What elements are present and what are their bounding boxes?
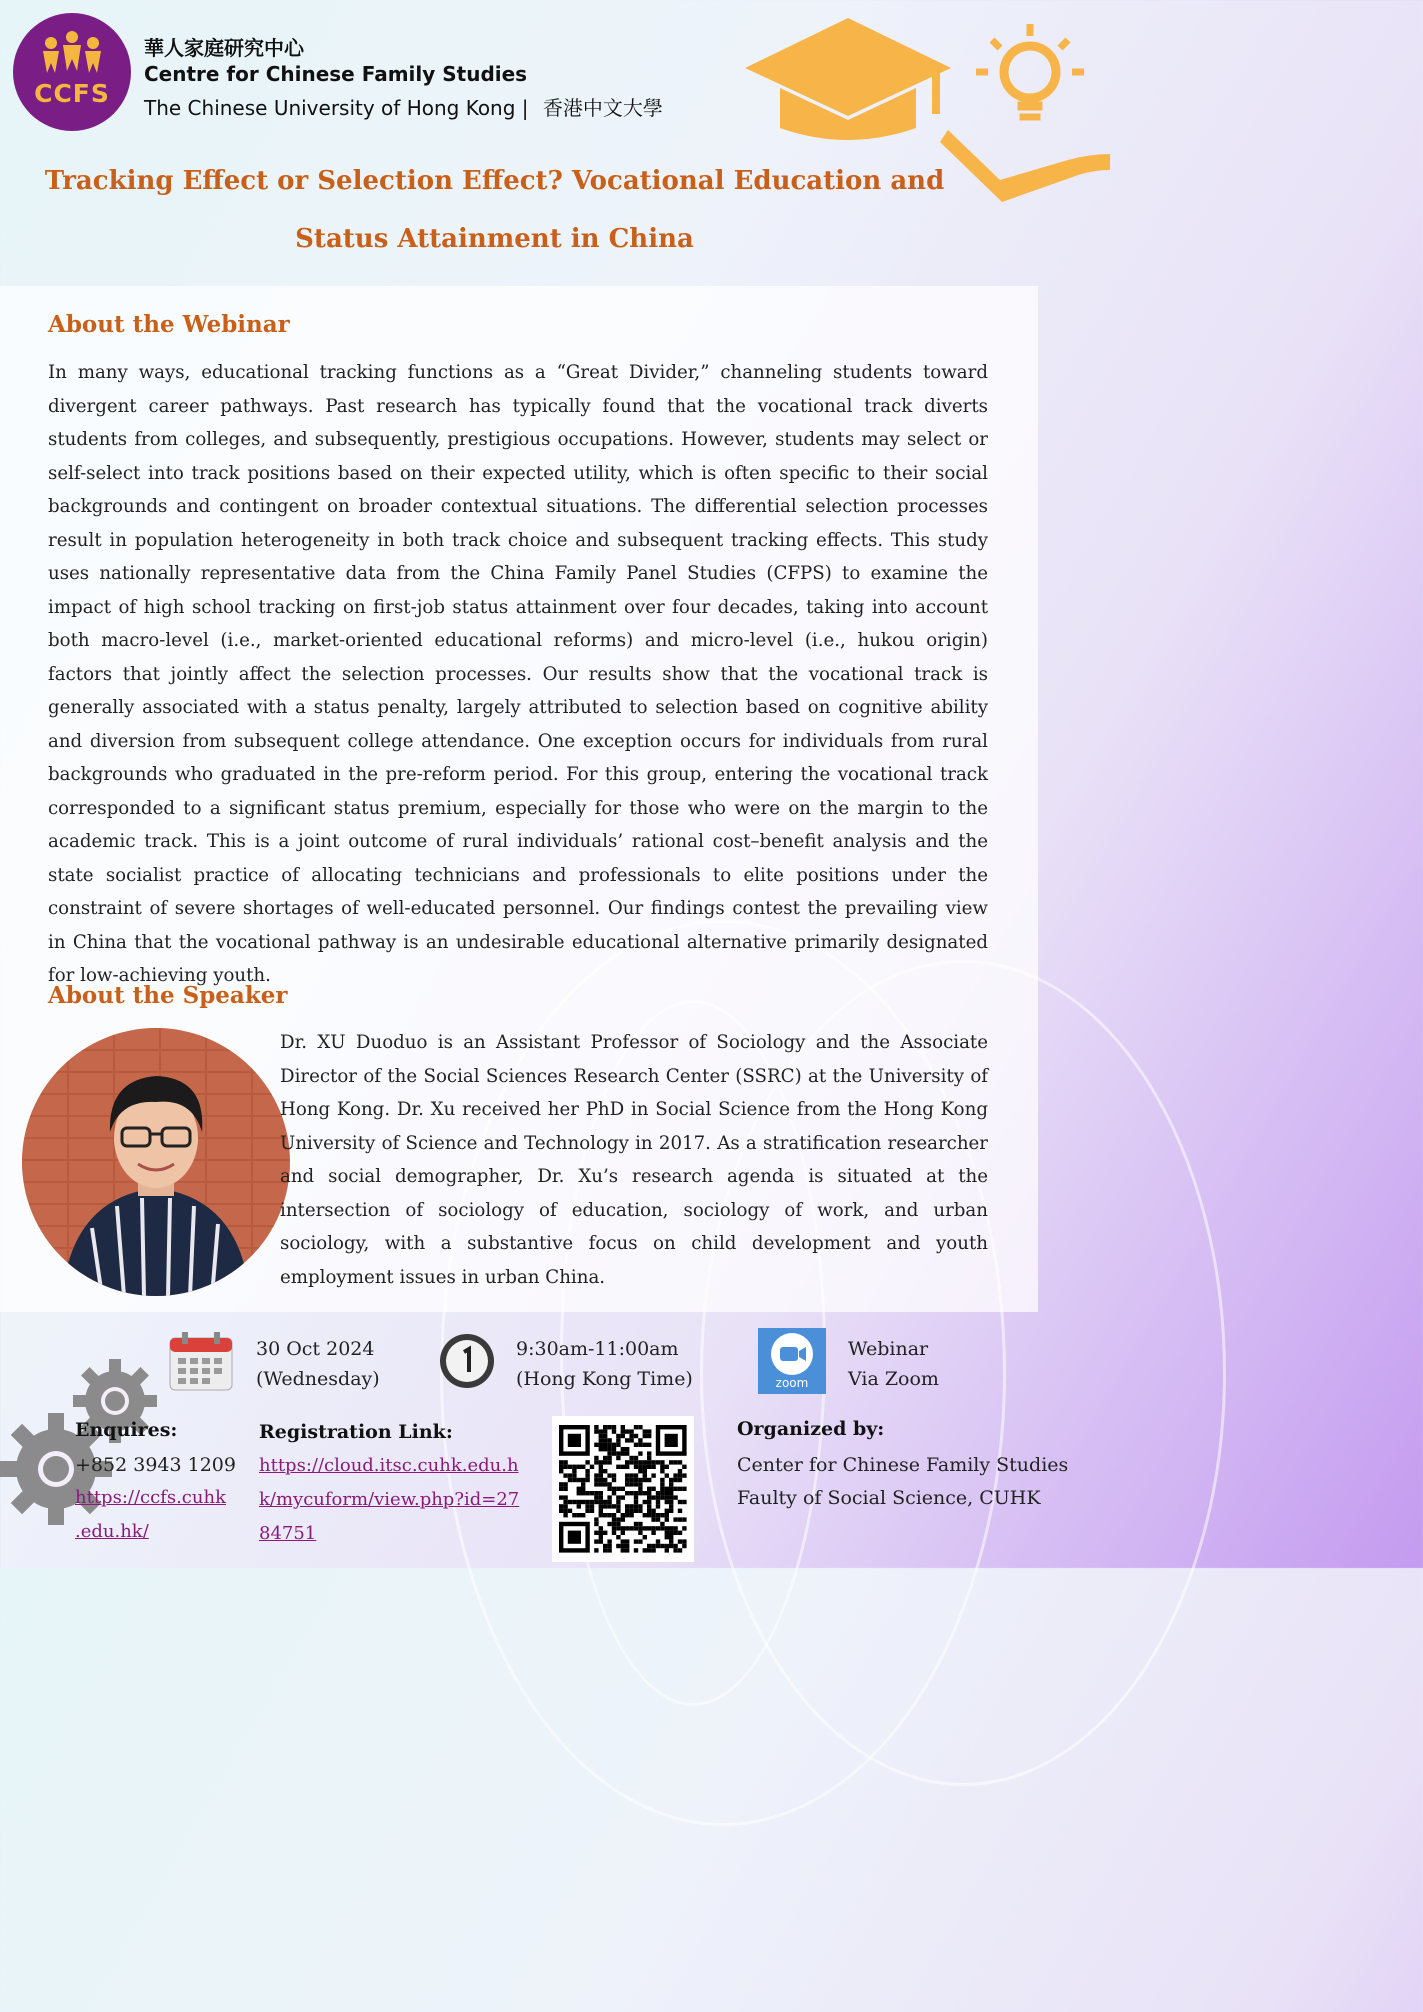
- zoom-icon: [758, 1328, 826, 1394]
- title-line-1: Tracking Effect or Selection Effect? Vocational Education and: [44, 166, 945, 196]
- registration-link[interactable]: [259, 1449, 519, 1551]
- organizer-label: Organized by:: [737, 1418, 885, 1440]
- university-chinese: 香港中文大學: [542, 96, 663, 120]
- university-name: [144, 92, 663, 121]
- event-venue: [848, 1334, 939, 1394]
- title-line-2: Status Attainment in China: [295, 224, 694, 254]
- calendar-icon: [168, 1330, 234, 1392]
- family-figures-icon: [13, 17, 131, 87]
- speaker-bio: Dr. XU Duoduo is an Assistant Professor of Sociology and the Associate Director of the Social Sciences Research Center (SSRC) at the University of Hong Kong. Dr. Xu received her PhD in Social Science from the Hong Kong University of Science and Technology in 2017. As a stratification researcher and social demographer, Dr. Xu’s research agenda is situated at the intersection of sociology of education, sociology of work, and urban sociology, with a substantive focus on child development and youth employment issues in urban China.: [280, 1032, 988, 1288]
- org-name-chinese: 華人家庭研究中心: [144, 36, 304, 60]
- enquiries-phone: +852 3943 1209: [75, 1454, 236, 1476]
- event-time-value: 9:30am-11:00am: [516, 1338, 679, 1360]
- ccfs-link-line-2: .edu.hk/: [75, 1521, 149, 1542]
- event-date-value: 30 Oct 2024: [256, 1338, 375, 1360]
- registration-link-line-1: https://cloud.itsc.cuhk.edu.h: [259, 1455, 519, 1476]
- zoom-label: zoom: [775, 1376, 809, 1390]
- ccfs-website-link[interactable]: [75, 1481, 226, 1549]
- event-date: [256, 1334, 380, 1394]
- event-platform: Via Zoom: [848, 1368, 939, 1390]
- speaker-photo: [22, 1028, 290, 1296]
- event-time: [516, 1334, 693, 1394]
- enquiries-label: Enquires:: [75, 1419, 178, 1441]
- about-webinar-heading: About the Webinar: [48, 311, 290, 338]
- event-format: Webinar: [848, 1338, 929, 1360]
- registration-link-line-2: k/mycuform/view.php?id=27: [259, 1489, 520, 1510]
- webinar-abstract: In many ways, educational tracking functions as a “Great Divider,” channeling students toward divergent career pathways. Past research has typically found that the vocational track diverts students from colleges, and subsequently, prestigious occupations. However, students may select or self-select into track positions based on their expected utility, which is often specific to their social backgrounds and contingent on broader contextual situations. The differential selection processes result in population heterogeneity in both track choice and subsequent tracking effects. This study uses nationally representative data from the China Family Panel Studies (CFPS) to examine the impact of high school tracking on first-job status attainment over four decades, taking into account both macro-level (i.e., market-oriented educational reforms) and micro-level (i.e., hukou origin) factors that jointly affect the selection processes. Our results show that the vocational track is generally associated with a status penalty, largely attributed to selection based on cognitive ability and diversion from subsequent college attendance. One exception occurs for individuals from rural backgrounds who graduated in the pre-reform period. For this group, entering the vocational track corresponded to a significant status premium, especially for those who were on the margin to the academic track. This is a joint outcome of rural individuals’ rational cost–benefit analysis and the state socialist practice of allocating technicians and professionals to elite positions under the constraint of severe shortages of well-educated personnel. Our findings contest the prevailing view in China that the vocational pathway is an undesirable educational alternative primarily designated for low-achieving youth.: [48, 362, 988, 986]
- org-name-english: Centre for Chinese Family Studies: [144, 62, 528, 86]
- event-timezone: (Hong Kong Time): [516, 1368, 693, 1390]
- registration-link-line-3: 84751: [259, 1523, 317, 1544]
- about-speaker-heading: About the Speaker: [48, 982, 288, 1009]
- event-weekday: (Wednesday): [256, 1368, 380, 1390]
- webinar-title: [40, 152, 949, 268]
- lightbulb-hand-icon: [940, 20, 1110, 210]
- university-english: The Chinese University of Hong Kong |: [144, 96, 529, 120]
- ccfs-link-line-1: https://ccfs.cuhk: [75, 1487, 226, 1508]
- organizer-line-2: Faulty of Social Science, CUHK: [737, 1487, 1041, 1509]
- registration-label: Registration Link:: [259, 1421, 453, 1443]
- registration-qr-code[interactable]: [552, 1416, 694, 1562]
- logo-text: CCFS: [34, 79, 110, 108]
- organizer-line-1: Center for Chinese Family Studies: [737, 1454, 1069, 1476]
- clock-icon: [438, 1332, 496, 1390]
- ccfs-logo: [13, 13, 131, 131]
